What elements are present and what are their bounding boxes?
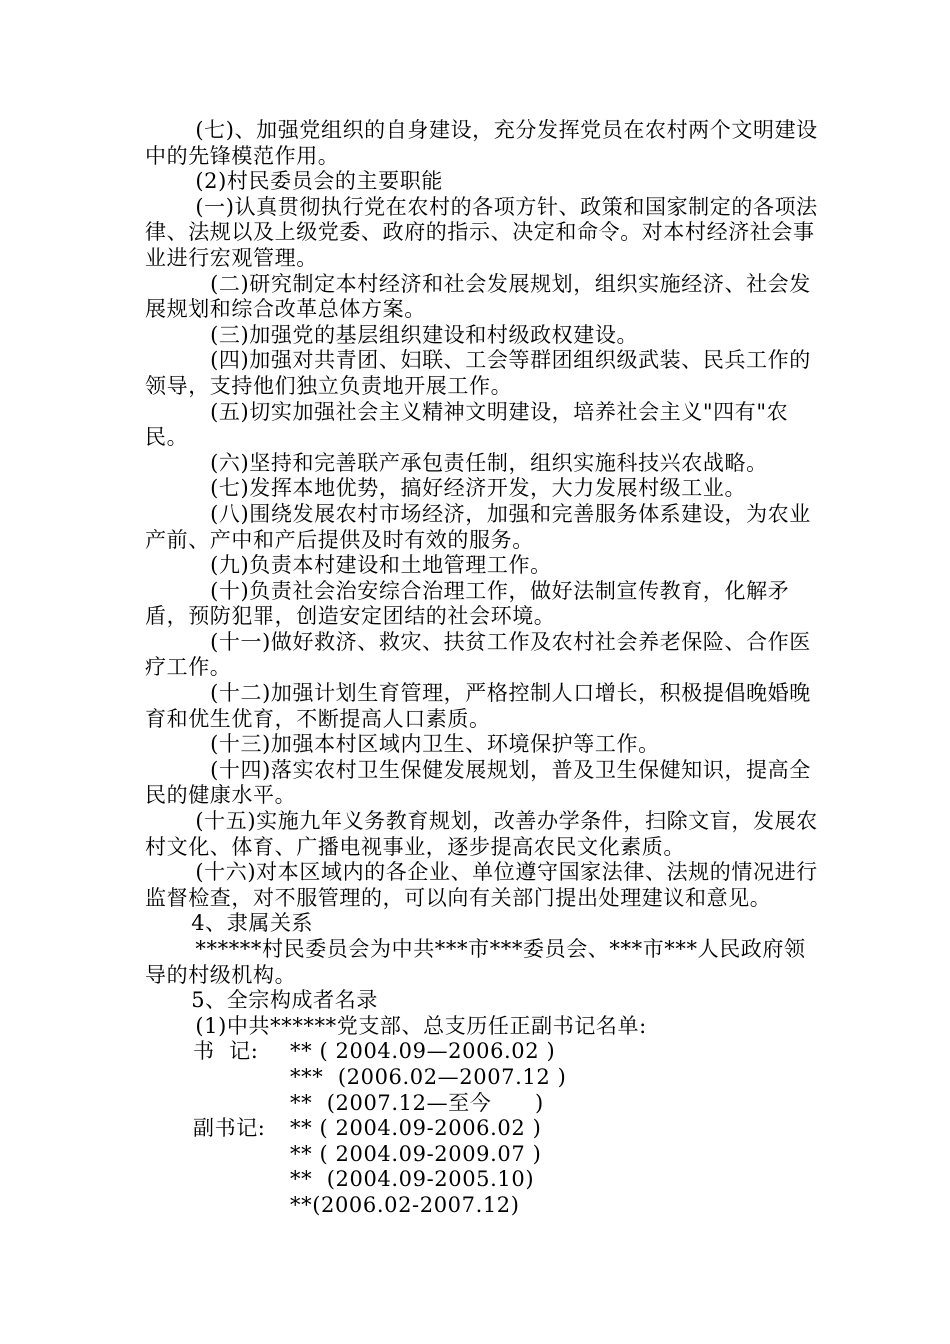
- roster-row: [145, 1116, 825, 1142]
- paragraph: (九)负责本村建设和土地管理工作。: [210, 553, 552, 578]
- paragraph: (七)、加强党组织的自身建设，充分发挥党员在农村两个文明建设中的先锋模范作用。: [145, 118, 818, 168]
- secretary-roster: [145, 1039, 825, 1218]
- roster-row: [145, 1091, 825, 1117]
- document-page: [145, 118, 825, 1219]
- paragraph: (2)村民委员会的主要职能: [195, 169, 443, 194]
- roster-value: *** (2006.02—2007.12 ): [290, 1064, 567, 1089]
- paragraph: (十四)落实农村卫生保健发展规划，普及卫生保健知识，提高全民的健康水平。: [145, 757, 811, 808]
- roster-row: [145, 1142, 825, 1168]
- paragraph: (一)认真贯彻执行党在农村的各项方针、政策和国家制定的各项法律、法规以及上级党委、政府的指示、决定和命令。对本村经济社会事业进行宏观管理。: [145, 194, 818, 270]
- roster-value: ** (2004.09-2005.10): [290, 1167, 535, 1192]
- roster-value: ** (2007.12—至今 ): [290, 1090, 544, 1115]
- roster-label: [145, 1142, 290, 1168]
- document-body: [145, 118, 825, 1039]
- paragraph: ******村民委员会为中共***市***委员会、***市***人民政府领导的村级机构。: [145, 937, 806, 987]
- roster-label: [145, 1167, 290, 1193]
- paragraph: (二)研究制定本村经济和社会发展规划，组织实施经济、社会发展规划和综合改革总体方案。: [145, 271, 811, 322]
- paragraph: (六)坚持和完善联产承包责任制，组织实施科技兴农战略。: [210, 450, 768, 475]
- paragraph: (五)切实加强社会主义精神文明建设，培养社会主义"四有"农民。: [145, 399, 789, 450]
- roster-label: 书 记:: [193, 1039, 259, 1064]
- paragraph: (十)负责社会治安综合治理工作，做好法制宣传教育，化解矛盾，预防犯罪，创造安定团结的社会环境。: [145, 578, 790, 629]
- roster-value: ** ( 2004.09—2006.02 ): [290, 1039, 556, 1064]
- paragraph: (1)中共******党支部、总支历任正副书记名单:: [195, 1013, 647, 1038]
- roster-label: [145, 1193, 290, 1219]
- roster-row: [145, 1039, 825, 1065]
- roster-label: [145, 1065, 290, 1091]
- roster-row: [145, 1193, 825, 1219]
- roster-value: ** ( 2004.09-2009.07 ): [290, 1141, 542, 1166]
- roster-label: [145, 1091, 290, 1117]
- roster-row: [145, 1167, 825, 1193]
- paragraph: (三)加强党的基层组织建设和村级政权建设。: [210, 322, 639, 347]
- paragraph: (七)发挥本地优势，搞好经济开发，大力发展村级工业。: [210, 476, 747, 501]
- roster-value: **(2006.02-2007.12): [290, 1192, 520, 1217]
- paragraph: (十五)实施九年义务教育规划，改善办学条件，扫除文盲，发展农村文化、体育、广播电视事业，逐步提高农民文化素质。: [145, 809, 818, 859]
- paragraph: 4、隶属关系: [191, 911, 314, 936]
- paragraph: (十三)加强本村区域内卫生、环境保护等工作。: [210, 732, 660, 757]
- paragraph: 5、全宗构成者名录: [191, 988, 378, 1013]
- roster-value: ** ( 2004.09-2006.02 ): [290, 1116, 542, 1141]
- roster-label: 副书记:: [193, 1116, 266, 1141]
- paragraph: (十六)对本区域内的各企业、单位遵守国家法律、法规的情况进行监督检查，对不服管理的，可以向有关部门提出处理建议和意见。: [145, 860, 818, 910]
- paragraph: (八)围绕发展农村市场经济，加强和完善服务体系建设，为农业产前、产中和产后提供及时有效的服务。: [145, 501, 811, 552]
- paragraph: (四)加强对共青团、妇联、工会等群团组织级武装、民兵工作的领导，支持他们独立负责地开展工作。: [145, 348, 811, 398]
- paragraph: (十一)做好救济、救灾、扶贫工作及农村社会养老保险、合作医疗工作。: [145, 629, 811, 680]
- paragraph: (十二)加强计划生育管理，严格控制人口增长，积极提倡晚婚晚育和优生优育，不断提高人口素质。: [145, 681, 811, 731]
- roster-row: [145, 1065, 825, 1091]
